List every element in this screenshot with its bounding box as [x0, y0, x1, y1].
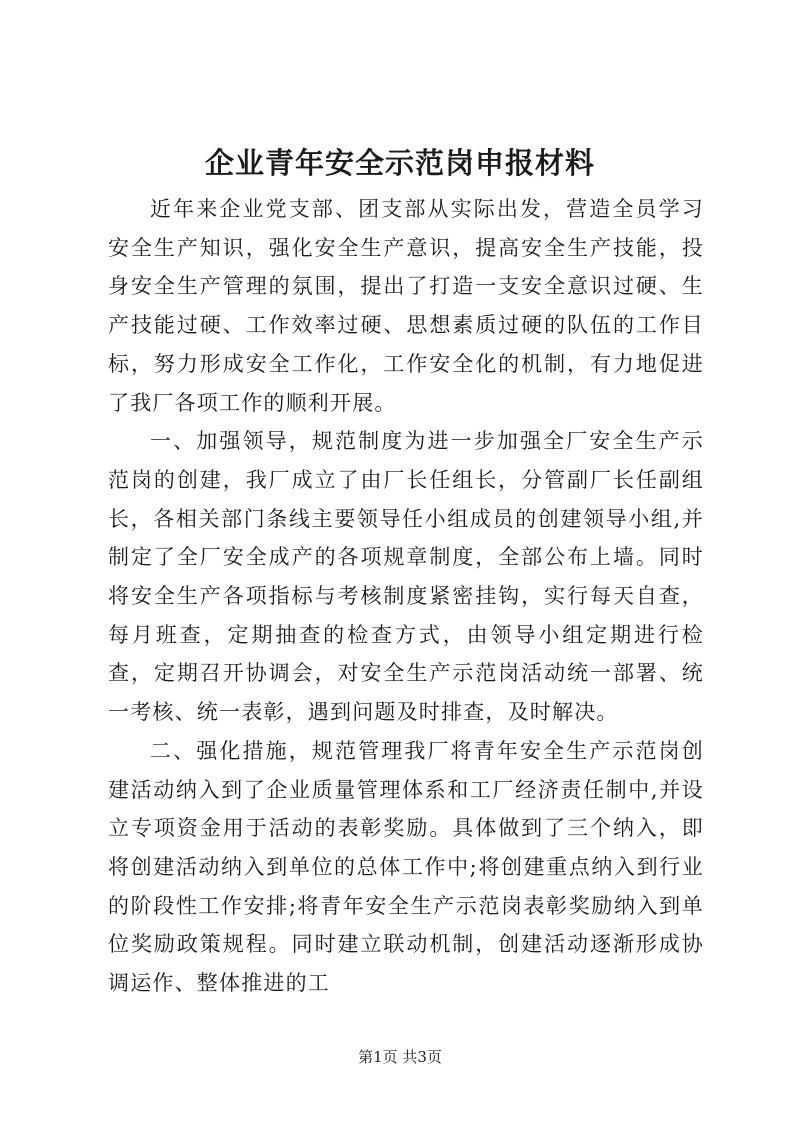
page-number-footer: 第1页 共3页: [358, 1048, 442, 1066]
paragraph-section-1: 一、加强领导，规范制度为进一步加强全厂安全生产示范岗的创建，我厂成立了由厂长任组长，分管副厂长任副组长，各相关部门条线主要领导任小组成员的创建领导小组,并制定了全厂安全成产的各项规章制度，全部公布上墙。同时将安全生产各项指标与考核制度紧密挂钩，实行每天自查，每月班查，定期抽查的检查方式，由领导小组定期进行检查，定期召开协调会，对安全生产示范岗活动统一部署、统一考核、统一表彰，遇到问题及时排查，及时解决。: [108, 429, 704, 725]
document-title: 企业青年安全示范岗申报材料: [204, 146, 595, 180]
document-body: [108, 190, 704, 1003]
paragraph-intro: 近年来企业党支部、团支部从实际出发，营造全员学习安全生产知识，强化安全生产意识，提高安全生产技能，投身安全生产管理的氛围，提出了打造一支安全意识过硬、生产技能过硬、工作效率过硬、思想素质过硬的队伍的工作目标，努力形成安全工作化，工作安全化的机制，有力地促进了我厂各项工作的顺利开展。: [108, 197, 704, 415]
paragraph-section-2: 二、强化措施，规范管理我厂将青年安全生产示范岗创建活动纳入到了企业质量管理体系和工厂经济责任制中,并设立专项资金用于活动的表彰奖励。具体做到了三个纳入，即将创建活动纳入到单位的总体工作中;将创建重点纳入到行业的阶段性工作安排;将青年安全生产示范岗表彰奖励纳入到单位奖励政策规程。同时建立联动机制，创建活动逐渐形成协调运作、整体推进的工: [108, 738, 704, 996]
